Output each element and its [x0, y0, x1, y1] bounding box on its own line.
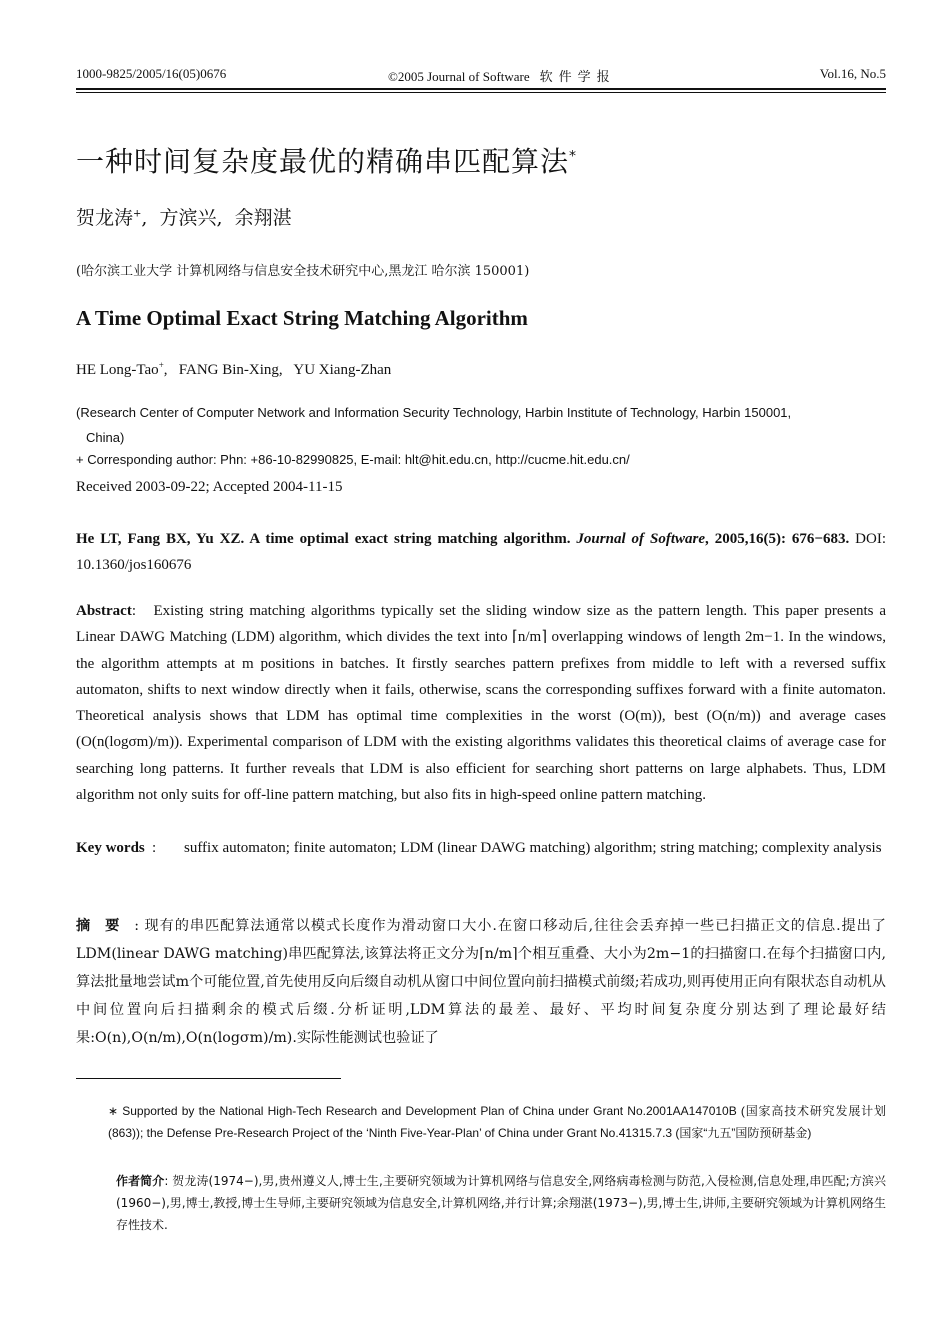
running-header	[76, 66, 886, 88]
received-date: Received 2003-09-22; Accepted 2004-11-15	[76, 479, 343, 495]
cn-abstract-text: 现有的串匹配算法通常以模式长度作为滑动窗口大小.在窗口移动后,往往会丢弃掉一些已扫描正文的信息.提出了LDM(linear DAWG matching)串匹配算法,该算法将正文分为⌈n/m⌉个相互重叠、大小为2m−1的扫描窗口.在每个扫描窗口内,算法批量地尝试m个可能位置,首先使用反向后缀自动机从窗口中间位置向前扫描模式前缀;若成功,则再使用正向有限状态自动机从中间位置向后扫描剩余的模式后缀.分析证明,LDM算法的最差、最好、平均时间复杂度分别达到了理论最好结果:O(n),O(n/m),O(n(logσm)/m).实际性能测试也验证了	[76, 918, 886, 1046]
abstract: Abstract: Existing string matching algorithms typically set the sliding window size as the pattern length. This paper presents a Linear DAWG Matching (LDM) algorithm, which divides the text into ⌈n/m⌉ overlapping windows of length 2m−1. In the windows, the algorithm attempts at m positions in batches. It firstly searches pattern prefixes from middle to left with a reversed suffix automaton, shifts to next window directly when it fails, otherwise, scans the corresponding suffixes forward with a finite automaton. Theoretical analysis shows that LDM has optimal time complexities in the worst (O(m)), best (O(n/m)) and average cases (O(n(logσm)/m)). Experimental comparison of LDM with the existing algorithms validates this theoretical claims of average case for searching long patterns. It further reveals that LDM is also efficient for searching short patterns on large alphabets. Thus, LDM algorithm not only suits for off-line pattern matching, but also fits in high-speed online pattern matching.	[76, 603, 886, 804]
en-affiliation-line-1: (Research Center of Computer Network and Information Security Technology, Harbin Institute of Technology, Harbin 150001,	[76, 405, 792, 420]
author-bio-footnote	[76, 1170, 886, 1236]
cn-title	[76, 140, 577, 180]
en-authors: HE Long-Tao+, FANG Bin-Xing, YU Xiang-Zhan	[76, 360, 392, 378]
footnote-rule	[76, 1078, 341, 1079]
header-journal-cn: 软件学报	[539, 70, 616, 85]
keywords-label: Key words	[76, 840, 145, 856]
citation-doi: DOI: 10.1360/jos160676	[76, 531, 886, 573]
header-journal-en: ©2005 Journal of Software	[388, 69, 530, 84]
citation	[76, 526, 886, 578]
en-author-1-mark: +	[158, 360, 164, 370]
en-author-2: FANG Bin-Xing	[178, 362, 279, 378]
corresponding-author: + Corresponding author: Phn: +86-10-82990825, E-mail: hlt@hit.edu.cn, http://cucme.hit.edu.cn/	[76, 452, 630, 467]
cn-author-1: 贺龙涛	[76, 207, 134, 229]
funding-footnote	[76, 1100, 886, 1144]
cn-affiliation: (哈尔滨工业大学 计算机网络与信息安全技术研究中心,黑龙江 哈尔滨 150001)	[76, 264, 530, 279]
cn-abstract-label: 摘要	[76, 918, 135, 934]
keywords-text: suffix automaton; finite automaton; LDM (linear DAWG matching) algorithm; string matching; complexity analysis	[184, 840, 882, 856]
header-volume: Vol.16, No.5	[819, 66, 886, 81]
en-affiliation-line-2: China)	[86, 430, 125, 445]
citation-journal: Journal of Software	[576, 531, 706, 547]
author-bio-label: 作者简介	[116, 1174, 165, 1188]
en-affiliation	[76, 400, 886, 450]
funding-text: ∗ Supported by the National High-Tech Research and Development Plan of China under Grant No.2001AA147010B (国家高技术研究发展计划(863)); the Defense Pre-Research Project of the ‘Ninth Five-Year-Plan’ of China under Grant No.41315.7.3 (国家“九五”国防预研基金)	[108, 1104, 886, 1140]
abstract-text: Existing string matching algorithms typically set the sliding window size as the pattern length. This paper presents a Linear DAWG Matching (LDM) algorithm, which divides the text into ⌈n/m⌉ overlapping windows of length 2m−1. In the windows, the algorithm attempts at m positions in batches. It firstly searches pattern prefixes from middle to left with a reversed suffix automaton, shifts to next window directly when it fails, otherwise, scans the corresponding suffixes forward with a finite automaton. Theoretical analysis shows that LDM has optimal time complexities in the worst (O(m)), best (O(n/m)) and average cases (O(n(logσm)/m)). Experimental comparison of LDM with the existing algorithms validates this theoretical claims of average case for searching long patterns. It further reveals that LDM is also efficient for searching short patterns on large alphabets. Thus, LDM algorithm not only suits for off-line pattern matching, but also fits in high-speed online pattern matching.	[76, 603, 886, 804]
citation-authors-title: He LT, Fang BX, Yu XZ. A time optimal exact string matching algorithm.	[76, 531, 577, 547]
en-author-1: HE Long-Tao	[76, 362, 159, 378]
author-bio-text: : 贺龙涛(1974−),男,贵州遵义人,博士生,主要研究领域为计算机网络与信息安全,网络病毒检测与防范,入侵检测,信息处理,串匹配;方滨兴(1960−),男,博士,教授,博士生导师,主要研究领域为信息安全,计算机网络,并行计算;余翔湛(1973−),男,博士生,讲师,主要研究领域为计算机网络生存性技术.	[116, 1174, 886, 1232]
cn-title-text: 一种时间复杂度最优的精确串匹配算法	[76, 145, 570, 178]
header-issn: 1000-9825/2005/16(05)0676	[76, 66, 227, 81]
citation-volume-pages: , 2005,16(5): 676−683.	[705, 531, 850, 547]
cn-authors: 贺龙涛+, 方滨兴, 余翔湛	[76, 207, 292, 229]
cn-author-3: 余翔湛	[234, 207, 292, 229]
abstract-label: Abstract	[76, 603, 132, 619]
cn-abstract: 摘要: 现有的串匹配算法通常以模式长度作为滑动窗口大小.在窗口移动后,往往会丢弃掉一些已扫描正文的信息.提出了LDM(linear DAWG matching)串匹配算法,该算法将正文分为⌈n/m⌉个相互重叠、大小为2m−1的扫描窗口.在每个扫描窗口内,算法批量地尝试m个可能位置,首先使用反向后缀自动机从窗口中间位置向前扫描模式前缀;若成功,则再使用正向有限状态自动机从中间位置向后扫描剩余的模式后缀.分析证明,LDM算法的最差、最好、平均时间复杂度分别达到了理论最好结果:O(n),O(n/m),O(n(logσm)/m).实际性能测试也验证了	[76, 918, 886, 1046]
en-title: A Time Optimal Exact String Matching Algorithm	[76, 306, 528, 330]
header-rule-thin	[76, 92, 886, 93]
header-journal	[388, 66, 616, 85]
en-author-3: YU Xiang-Zhan	[293, 362, 392, 378]
cn-author-1-mark: +	[133, 208, 142, 220]
keywords-colon: :	[152, 840, 157, 856]
author-bio	[76, 1170, 886, 1236]
cn-author-2: 方滨兴	[159, 207, 217, 229]
cn-title-mark: *	[569, 148, 578, 165]
header-rule	[76, 88, 886, 90]
